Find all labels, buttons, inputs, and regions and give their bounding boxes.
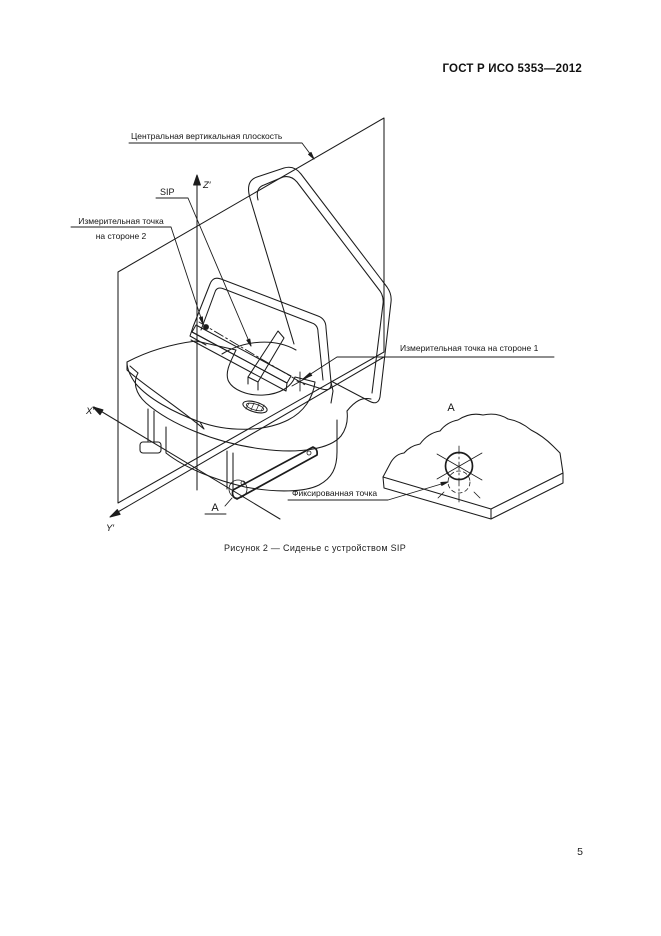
seat-backrest: [249, 167, 392, 403]
axis-z-arrow: [194, 175, 201, 185]
label-detail-view-a: А: [447, 402, 455, 414]
axis-y-arrow: [110, 510, 120, 517]
label-fixed-point: Фиксированная точка: [292, 488, 378, 498]
seat-leg-foot: [140, 442, 161, 453]
measuring-point-side2-dot: [204, 325, 209, 330]
detail-view-a: [383, 414, 563, 519]
detail-plate: [383, 414, 563, 509]
axis-x-arrow: [93, 407, 103, 415]
label-measuring-point-side1: Измерительная точка на стороне 1: [400, 343, 539, 353]
label-sip: SIP: [160, 187, 175, 197]
document-header-title: ГОСТ Р ИСО 5353—2012: [442, 63, 582, 75]
label-axis-z: Z′: [203, 180, 211, 191]
label-detail-callout-a: А: [211, 502, 219, 514]
leader-measuring-point-side1: [303, 357, 554, 379]
label-measuring-point-side2-line2: на стороне 2: [95, 231, 147, 241]
label-axis-y: Y′: [105, 523, 115, 534]
label-axis-x: X′: [85, 406, 95, 417]
seat-base: [140, 409, 337, 499]
figure-caption: Рисунок 2 — Сиденье с устройством SIP: [223, 543, 407, 553]
measuring-point-side1-cross: [292, 372, 308, 391]
label-measuring-point-side2-line1: Измерительная точка: [78, 216, 164, 226]
sip-fin: [248, 331, 284, 382]
leader-measuring-point-side2: [71, 227, 203, 324]
label-central-plane: Центральная вертикальная плоскость: [131, 131, 283, 141]
fixed-point-callout-circle: [229, 480, 247, 498]
axis-x-line: [94, 407, 280, 519]
page-number: 5: [577, 846, 583, 858]
seat-pan-slot: [242, 399, 269, 416]
sip-back-pan: [190, 278, 333, 403]
leader-central-plane: [129, 143, 314, 159]
